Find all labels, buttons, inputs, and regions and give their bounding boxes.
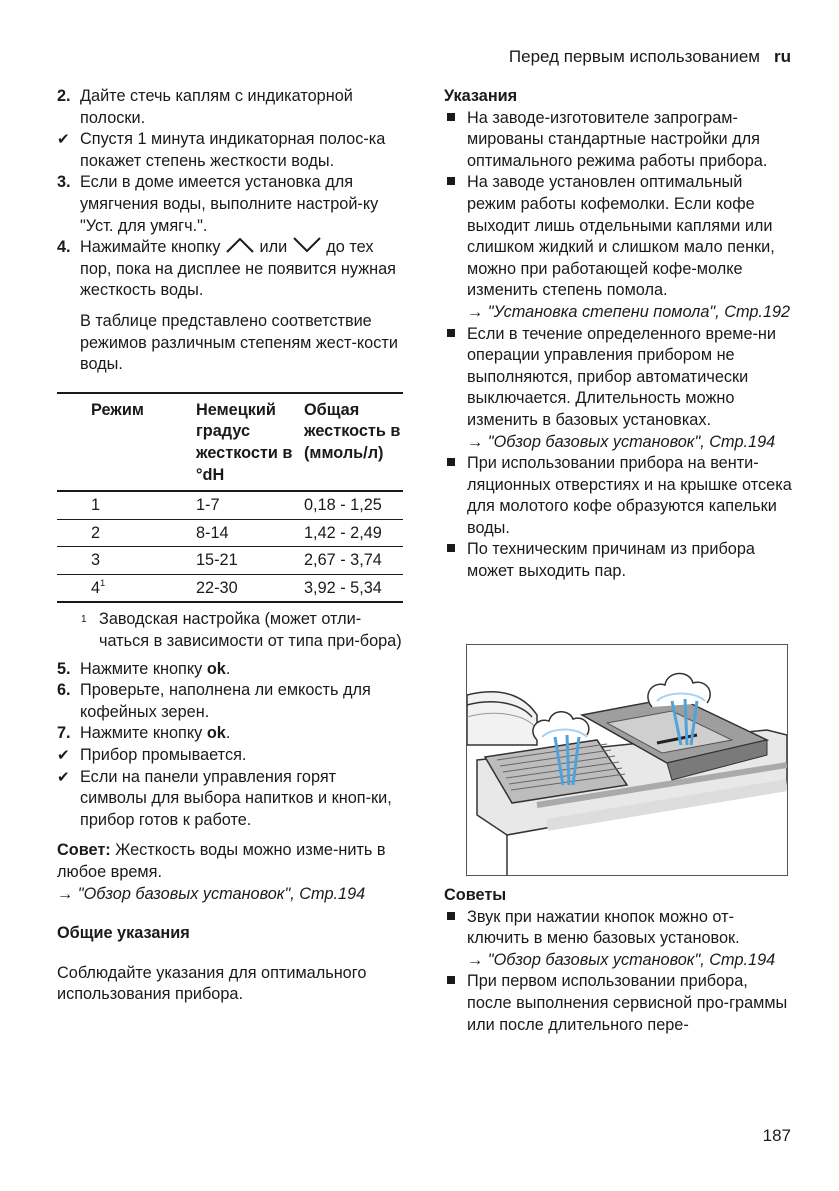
bullet-icon [444, 172, 467, 323]
header-lang: ru [774, 47, 791, 66]
step-text [80, 237, 403, 302]
chevron-up-icon [225, 237, 255, 253]
coffee-machine-image [467, 645, 787, 875]
result-text: Если на панели управления горят символы для выбора напитков и кноп-ки, прибор готов к работе. [80, 767, 392, 829]
table-header-cell: Немецкий градус жесткости в °dH [196, 393, 304, 491]
step-marker: 5. [57, 659, 71, 678]
footnote-text: Заводская настройка (может отли-чаться в зависимости от типа при-бора) [99, 610, 402, 651]
step-text: Дайте стечь каплям с индикаторной полоски. [80, 87, 353, 127]
bullet-icon [444, 971, 467, 1036]
checkmark-icon: ✔ [57, 768, 70, 786]
bullet-icon [444, 539, 467, 582]
step-text-mid: или [259, 238, 288, 257]
tip-text: Жесткость воды можно изме-нить в любое время. [57, 841, 386, 881]
step-text-end: . [225, 659, 231, 678]
chevron-down-icon [292, 237, 322, 253]
note-text: По техническим причинам из прибора может выходить пар. [467, 540, 755, 581]
result-line [57, 767, 403, 832]
table-cell: 1 [57, 491, 196, 519]
step-6 [57, 680, 403, 723]
step-marker: 2. [57, 87, 71, 105]
cross-reference-link[interactable]: → "Обзор базовых установок", Стр.194 [467, 432, 776, 451]
section-heading: Общие указания [57, 924, 190, 943]
table-intro [57, 311, 403, 376]
table-cell: 22-30 [196, 574, 304, 602]
step-2 [57, 86, 403, 129]
running-header [509, 46, 791, 68]
step-marker: 6. [57, 681, 71, 700]
left-column [57, 86, 403, 1006]
table-cell: 1-7 [196, 491, 304, 519]
tip-block [57, 840, 403, 883]
cross-reference-link[interactable]: → "Обзор базовых установок", Стр.194 [467, 950, 776, 969]
table-row [57, 547, 403, 575]
step-4 [57, 237, 403, 302]
table-row [57, 491, 403, 519]
table-cell: 2,67 - 3,74 [304, 547, 403, 575]
note-text: На заводе установлен оптимальный режим работы кофемолки. Если кофе выходит лишь отдельными каплями или слишком жидкий и слишком мало пенки, можно при работающей кофе-молке изменить степень помола. [467, 173, 775, 300]
result-line [57, 129, 403, 172]
tips-section [444, 885, 792, 1036]
table-cell: 8-14 [196, 519, 304, 547]
table-cell [57, 574, 196, 602]
footnote-mark: 1 [81, 614, 87, 626]
table-cell: 0,18 - 1,25 [304, 491, 403, 519]
table-header-cell: Режим [57, 393, 196, 491]
ok-key-label: ok [206, 659, 226, 678]
result-text: Спустя 1 минута индикаторная полос-ка покажет степень жесткости воды. [80, 130, 386, 170]
step-text-end: . [225, 724, 231, 743]
note-item [444, 453, 792, 539]
step-text [80, 659, 403, 681]
step-text: Если в доме имеется установка для умягчения воды, выполните настрой-ку "Уст. для умягч.". [80, 173, 379, 235]
step-marker: 7. [57, 724, 71, 743]
ok-key-label: ok [206, 724, 226, 743]
table-footnote [57, 609, 403, 652]
tip-label: Совет: [57, 841, 111, 860]
table-row [57, 519, 403, 547]
table-header-cell: Общая жесткость в (ммоль/л) [304, 393, 403, 491]
hardness-table [57, 392, 403, 604]
notes-heading: Указания [444, 87, 518, 105]
note-text: На заводе-изготовителе запрограм-мированы стандартные настройки для оптимального режима работы прибора. [467, 108, 768, 170]
note-text: При использовании прибора на венти-ляционных отверстиях и на крышке отсека для молотого кофе образуются капельки воды. [467, 454, 792, 537]
step-text: Проверьте, наполнена ли емкость для кофейных зерен. [80, 681, 371, 721]
note-item [444, 172, 792, 323]
checkmark-icon: ✔ [57, 747, 70, 765]
table-cell: 3,92 - 5,34 [304, 574, 403, 602]
step-7 [57, 723, 403, 745]
table-header-row [57, 393, 403, 491]
cell-value: 4 [91, 578, 101, 597]
step-text-main: Нажмите кнопку [80, 659, 203, 678]
table-cell: 1,42 - 2,49 [304, 519, 403, 547]
right-column [444, 86, 792, 583]
note-body [467, 324, 792, 454]
table-cell: 2 [57, 519, 196, 547]
section-text: Соблюдайте указания для оптимального использования прибора. [57, 963, 367, 1004]
bullet-icon [444, 324, 467, 454]
step-marker: 3. [57, 173, 71, 192]
result-line [57, 745, 403, 767]
step-3 [57, 172, 403, 237]
bullet-icon [444, 453, 467, 539]
steam-illustration [466, 644, 788, 876]
tip-item [444, 907, 792, 972]
cross-reference-link[interactable]: → "Установка степени помола", Стр.192 [467, 302, 791, 321]
checkmark-icon: ✔ [57, 131, 70, 149]
tip-body [467, 907, 792, 972]
table-cell: 3 [57, 547, 196, 575]
step-text-pre: Нажимайте кнопку [80, 238, 221, 257]
note-item [444, 539, 792, 582]
bullet-icon [444, 108, 467, 173]
tips-heading: Советы [444, 886, 507, 904]
cross-reference-link[interactable]: → "Обзор базовых установок", Стр.194 [57, 884, 366, 903]
table-row [57, 574, 403, 602]
note-item [444, 324, 792, 454]
page-number: 187 [762, 1126, 791, 1145]
note-item [444, 108, 792, 173]
step-text [80, 723, 403, 745]
result-text: Прибор промывается. [80, 746, 247, 765]
table-intro-text: В таблице представлено соответствие режимов различным степеням жест-кости воды. [80, 311, 398, 374]
tip-text: Звук при нажатии кнопок можно от-ключить в меню базовых установок. [467, 907, 740, 948]
bullet-icon [444, 907, 467, 972]
footnote-ref: 1 [100, 577, 106, 588]
tip-text: При первом использовании прибора, после выполнения сервисной про-граммы или после длительного пере- [467, 972, 788, 1034]
step-text-main: Нажмите кнопку [80, 724, 203, 743]
table-cell: 15-21 [196, 547, 304, 575]
step-text-post: до тех пор, пока на дисплее не появится нужная жесткость воды. [80, 238, 396, 300]
header-section: Перед первым использованием [508, 47, 760, 66]
step-5 [57, 659, 403, 681]
step-marker: 4. [57, 238, 71, 257]
note-text: Если в течение определенного време-ни операции управления прибором не выполняются, прибор автоматически выключается. Длительность можно изменить в базовых установках. [467, 324, 777, 429]
tip-item [444, 971, 792, 1036]
note-body [467, 172, 792, 323]
